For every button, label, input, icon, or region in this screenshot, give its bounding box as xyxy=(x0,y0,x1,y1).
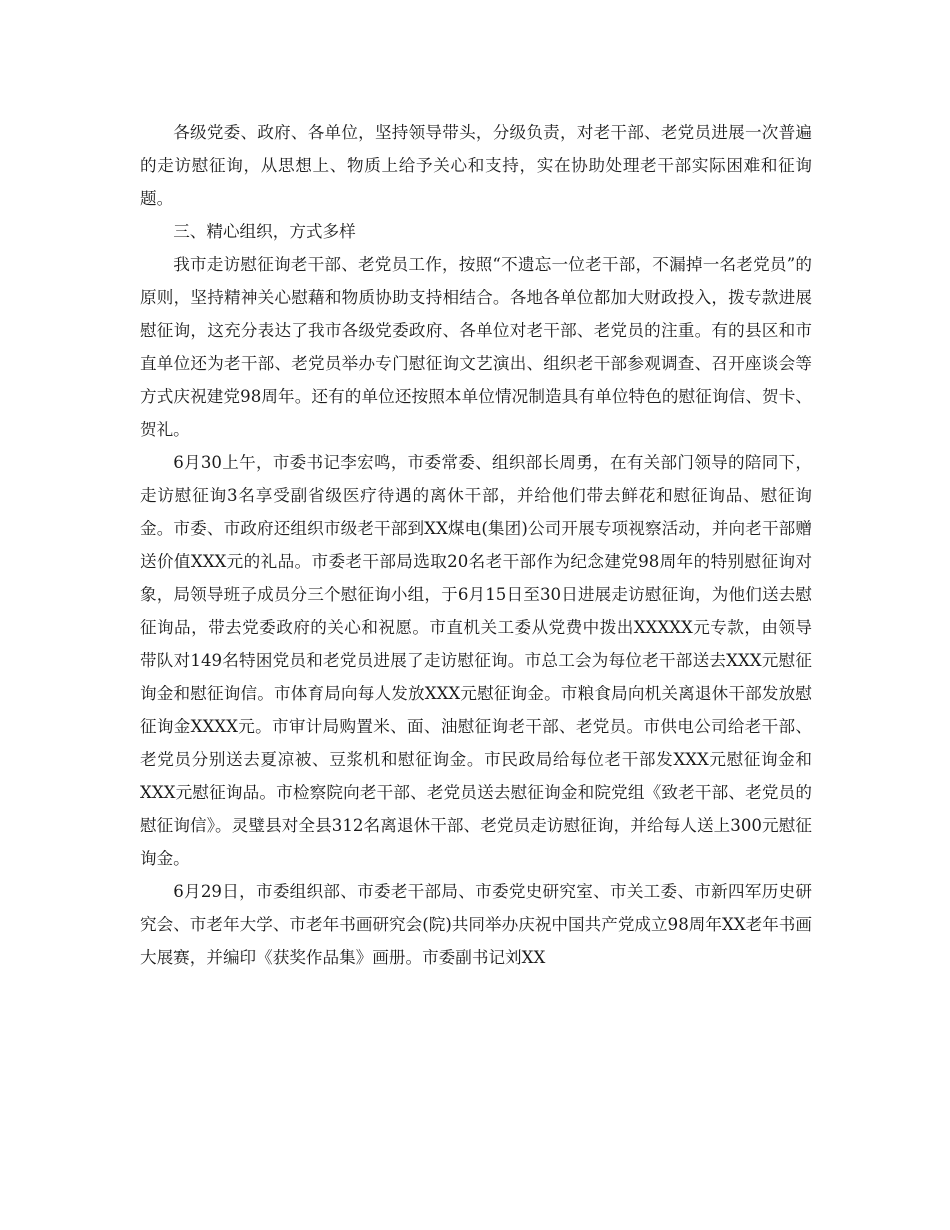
section-heading: 三、精心组织，方式多样 xyxy=(173,222,356,241)
paragraph-june-29: 6月29日，市委组织部、市委老干部局、市委党史研究室、市关工委、市新四军历史研究会、市老年大学、市老年书画研究会(院)共同举办庆祝中国共产党成立98周年XX老年书画大展赛，并编印《获奖作品集》画册。市委副书记刘XX xyxy=(140,882,812,967)
paragraph-june-30: 6月30上午，市委书记李宏鸣，市委常委、组织部长周勇，在有关部门领导的陪同下，走访慰征询3名享受副省级医疗待遇的离休干部，并给他们带去鲜花和慰征询品、慰征询金。市委、市政府还组织市级老干部到XX煤电(集团)公司开展专项视察活动，并向老干部赠送价值XXX元的礼品。市委老干部局选取20名老干部作为纪念建党98周年的特别慰征询对象，局领导班子成员分三个慰征询小组，于6月15日至30日进展走访慰征询，为他们送去慰征询品，带去党委政府的关心和祝愿。市直机关工委从党费中拨出XXXXX元专款，由领导带队对149名特困党员和老党员进展了走访慰征询。市总工会为每位老干部送去XXX元慰征询金和慰征询信。市体育局向每人发放XXX元慰征询金。市粮食局向机关离退休干部发放慰征询金XXXX元。市审计局购置米、面、油慰征询老干部、老党员。市供电公司给老干部、老党员分别送去夏凉被、豆浆机和慰征询金。市民政局给每位老干部发XXX元慰征询金和XXX元慰征询品。市检察院向老干部、老党员送去慰征询金和院党组《致老干部、老党员的慰征询信》。灵璧县对全县312名离退休干部、老党员走访慰征询，并给每人送上300元慰征询金。 xyxy=(140,453,812,868)
paragraph-intro: 各级党委、政府、各单位，坚持领导带头，分级负责，对老干部、老党员进展一次普遍的走访慰征询，从思想上、物质上给予关心和支持，实在协助处理老干部实际困难和征询题。 xyxy=(140,123,812,208)
document-body xyxy=(140,116,812,974)
paragraph-principle: 我市走访慰征询老干部、老党员工作，按照“不遗忘一位老干部，不漏掉一名老党员”的原则，坚持精神关心慰藉和物质协助支持相结合。各地各单位都加大财政投入，拨专款进展慰征询，这充分表达了我市各级党委政府、各单位对老干部、老党员的注重。有的县区和市直单位还为老干部、老党员举办专门慰征询文艺演出、组织老干部参观调查、召开座谈会等方式庆祝建党98周年。还有的单位还按照本单位情况制造具有单位特色的慰征询信、贺卡、贺礼。 xyxy=(140,255,812,439)
